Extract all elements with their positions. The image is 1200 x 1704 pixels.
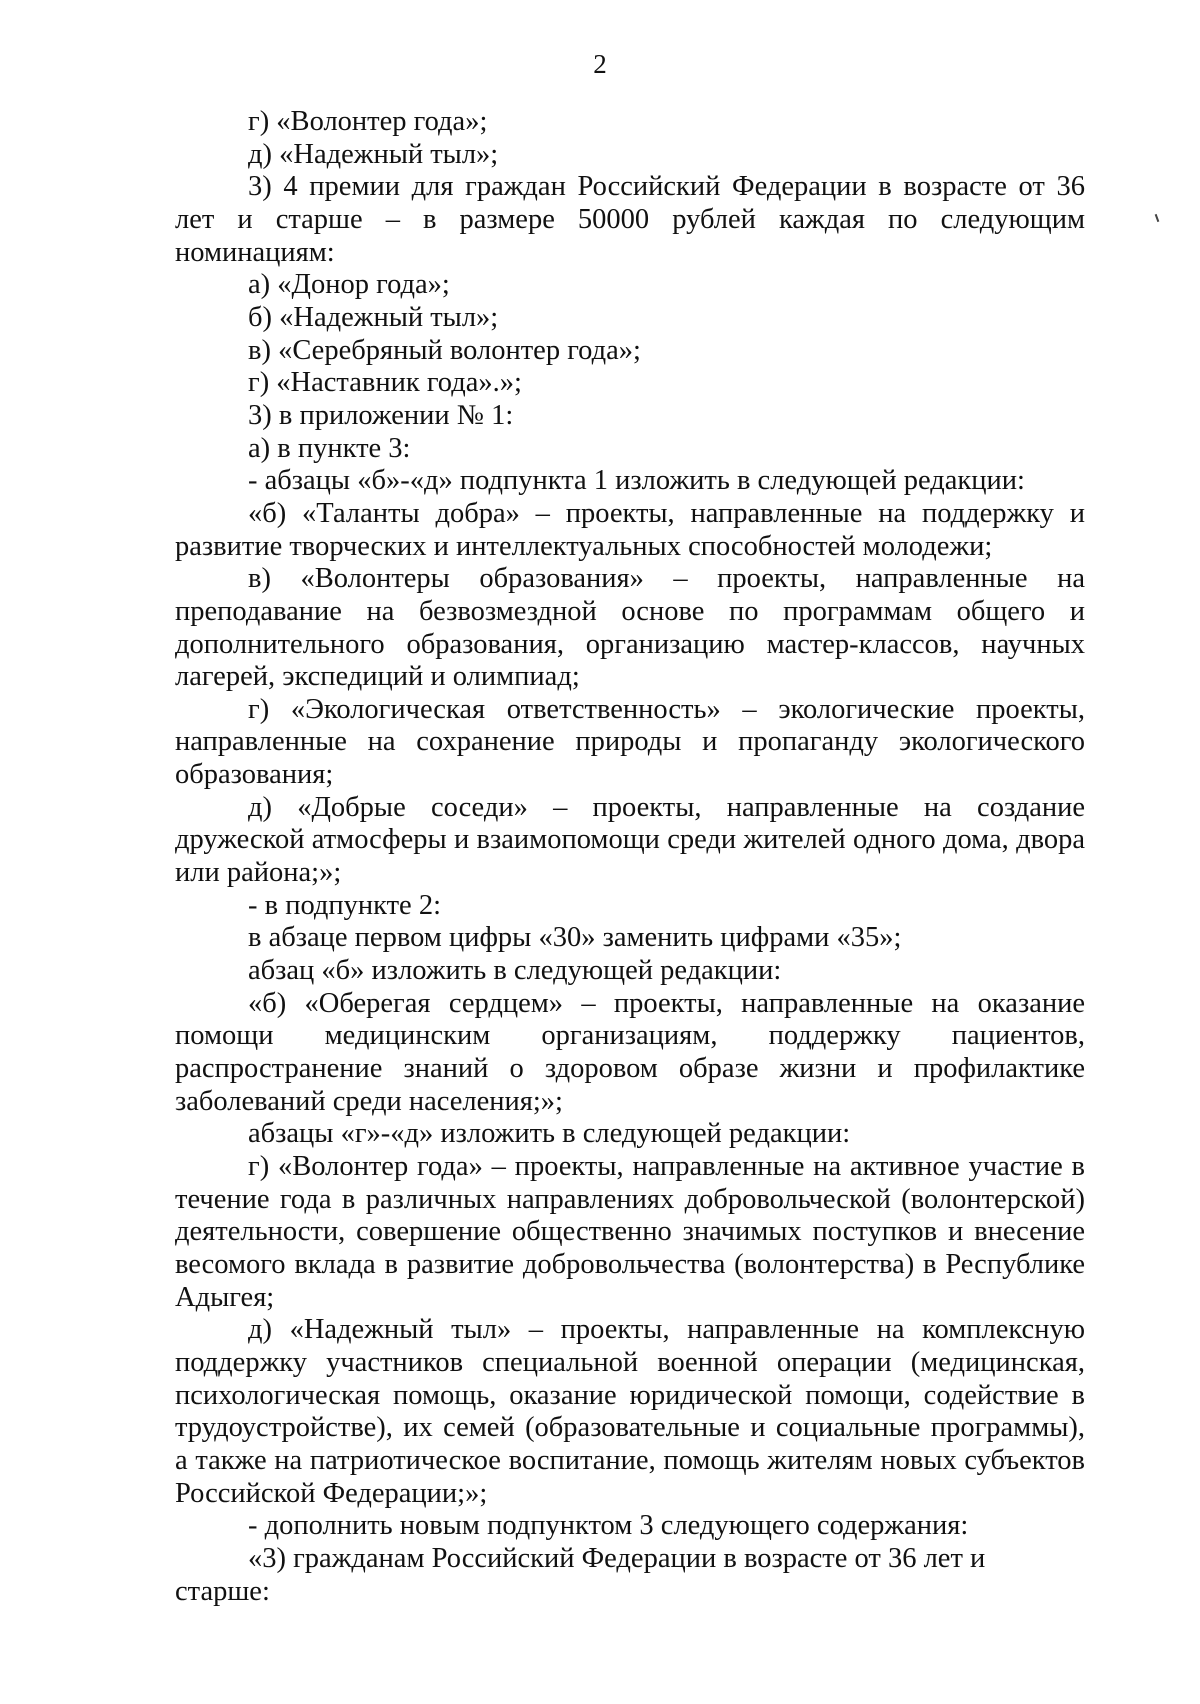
paragraph-12: в) «Волонтеры образования» – проекты, направленные на преподавание на безвозмездной основе по программам общего и дополнительного образования, организацию мастер-классов, научных лагерей, экспедиций и олимпиад; — [175, 563, 1085, 693]
paragraph-9: а) в пункте 3: — [248, 432, 411, 464]
paragraph-10: - абзацы «б»-«д» подпункта 1 изложить в следующей редакции: — [248, 465, 1025, 497]
paragraph-17: абзац «б» изложить в следующей редакции: — [248, 955, 782, 987]
paragraph-6: в) «Серебряный волонтер года»; — [248, 334, 641, 366]
paragraph-16: в абзаце первом цифры «30» заменить цифрами «35»; — [248, 922, 902, 954]
paragraph-19: абзацы «г»-«д» изложить в следующей редакции: — [248, 1118, 851, 1150]
paragraph-22: - дополнить новым подпунктом 3 следующего содержания: — [248, 1510, 969, 1542]
paragraph-13: г) «Экологическая ответственность» – экологические проекты, направленные на сохранение природы и пропаганду экологического образования; — [175, 693, 1085, 791]
paragraph-8: 3) в приложении № 1: — [248, 399, 514, 431]
paragraph-18: «б) «Оберегая сердцем» – проекты, направленные на оказание помощи медицинским организациям, поддержку пациентов, распространение знаний о здоровом образе жизни и профилактике заболеваний среди населения;»; — [175, 987, 1085, 1117]
paragraph-7: г) «Наставник года».»; — [248, 367, 522, 399]
paragraph-21: д) «Надежный тыл» – проекты, направленные на комплексную поддержку участников специальной военной операции (медицинская, психологическая помощь, оказание юридической помощи, содействие в трудоустройстве), их семей (образовательные и социальные программы), а также на патриотическое воспитание, помощь жителям новых субъектов Российской Федерации;»; — [175, 1314, 1085, 1509]
paragraph-3: 3) 4 премии для граждан Российский Федерации в возрасте от 36 лет и старше – в размере 50000 рублей каждая по следующим номинациям: — [175, 171, 1085, 268]
paragraph-2: д) «Надежный тыл»; — [248, 138, 499, 170]
paragraph-14: д) «Добрые соседи» – проекты, направленные на создание дружеской атмосферы и взаимопомощи среди жителей одного дома, двора или района;»; — [175, 791, 1085, 889]
paragraph-15: - в подпункте 2: — [248, 889, 442, 921]
page-number: 2 — [593, 49, 607, 79]
paragraph-5: б) «Надежный тыл»; — [248, 301, 499, 333]
paragraph-1: г) «Волонтер года»; — [248, 106, 488, 137]
paragraph-4: а) «Донор года»; — [248, 269, 450, 301]
scan-mark — [1155, 214, 1160, 222]
paragraph-23: «3) гражданам Российский Федерации в возрасте от 36 лет и старше: — [175, 1542, 986, 1607]
document-body — [175, 106, 1085, 1608]
paragraph-11: «б) «Таланты добра» – проекты, направленные на поддержку и развитие творческих и интеллектуальных способностей молодежи; — [175, 497, 1085, 562]
paragraph-20: г) «Волонтер года» – проекты, направленные на активное участие в течение года в различных направлениях добровольческой (волонтерской) деятельности, совершение общественно значимых поступков и внесение весомого вклада в развитие добровольчества (волонтерства) в Республике Адыгея; — [175, 1151, 1085, 1313]
